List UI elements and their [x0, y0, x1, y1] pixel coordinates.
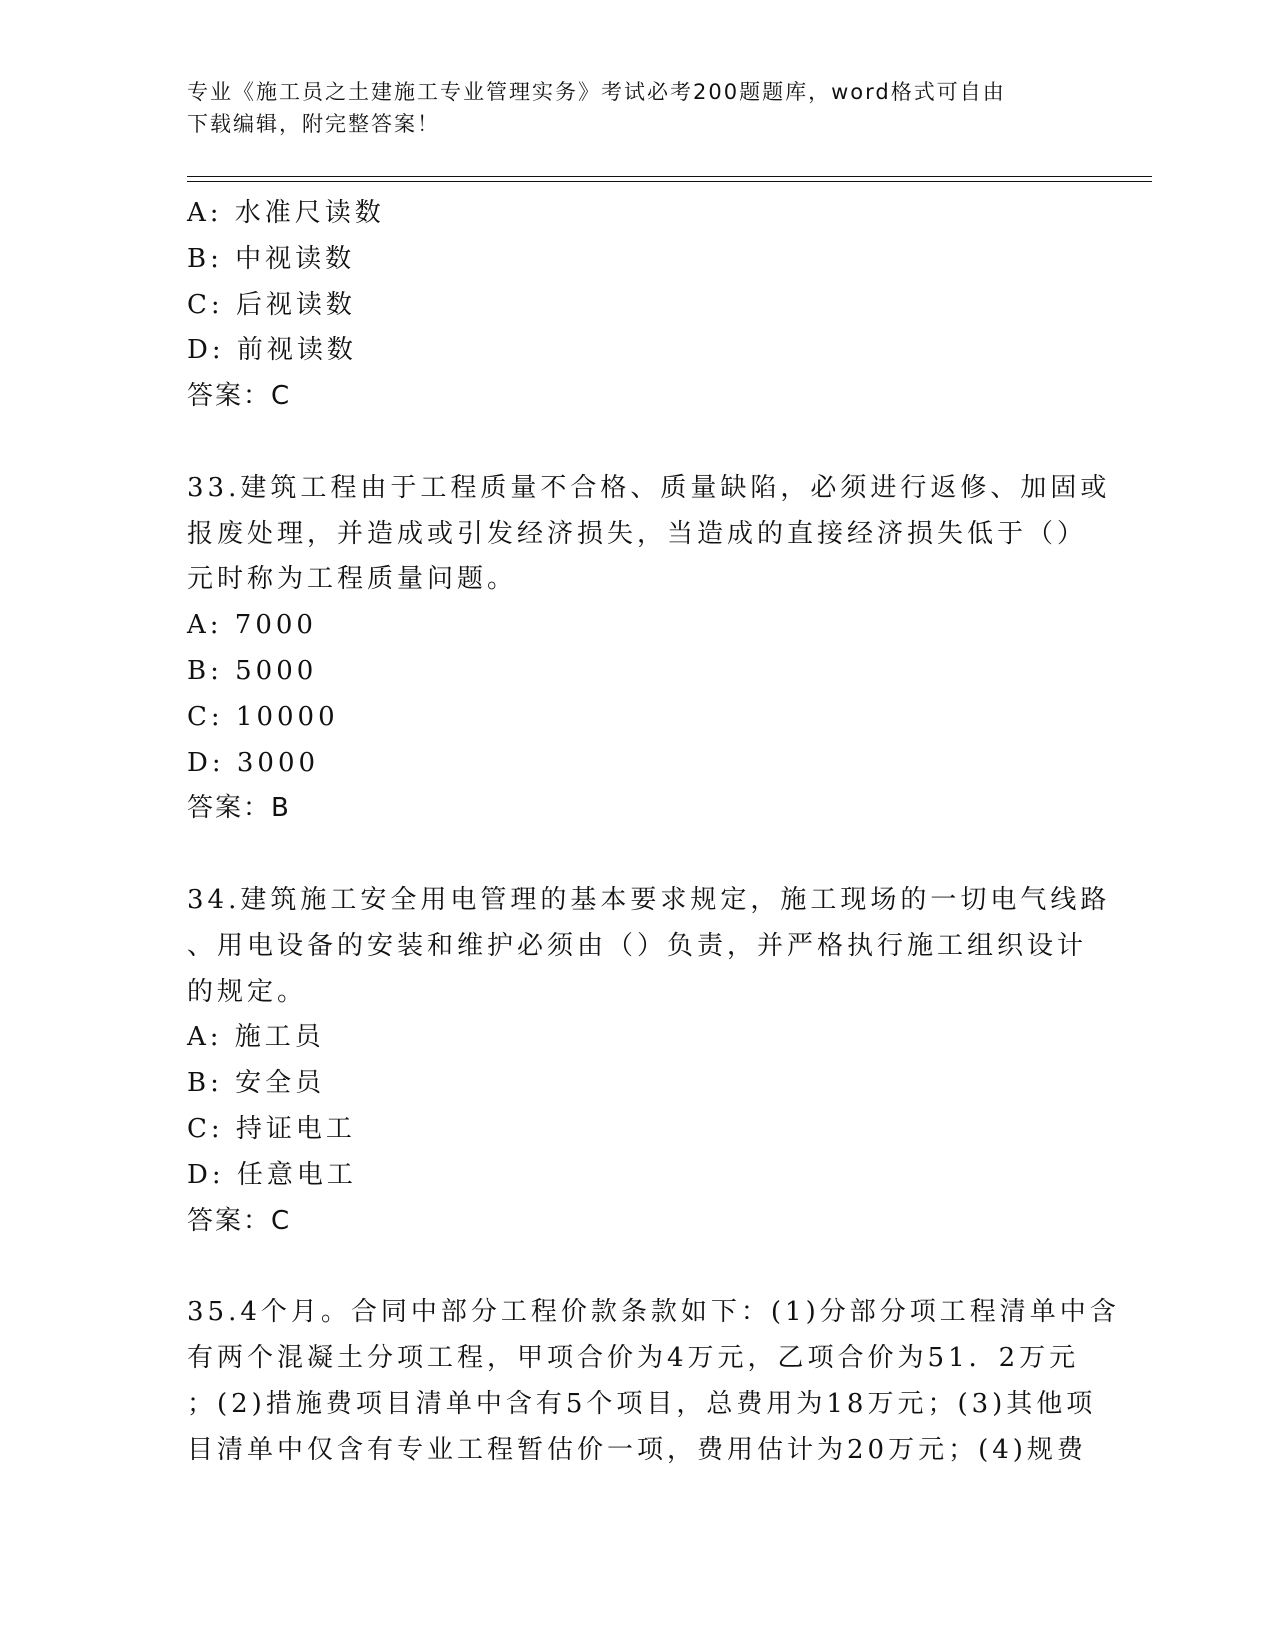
- question-text-line: ；(2)措施费项目清单中含有5个项目，总费用为18万元；(3)其他项: [187, 1388, 1097, 1419]
- option-a: A: 施工员: [187, 1022, 325, 1053]
- question-text-line: 元时称为工程质量问题。: [187, 564, 518, 595]
- header-line-2: 下载编辑，附完整答案！: [187, 112, 440, 136]
- spacer: [187, 832, 1087, 878]
- option-b: B: 中视读数: [187, 243, 356, 274]
- option-d: D: 3000: [187, 747, 320, 778]
- header-line-1: 专业《施工员之土建施工专业管理实务》考试必考200题题库，word格式可自由: [187, 80, 1006, 104]
- question-text-line: 的规定。: [187, 976, 308, 1007]
- option-d: D: 前视读数: [187, 335, 357, 366]
- answer: 答案：C: [187, 381, 292, 412]
- document-header: [187, 76, 1057, 140]
- question-text-line: 目清单中仅含有专业工程暂估价一项，费用估计为20万元；(4)规费: [187, 1434, 1087, 1465]
- question-text-line: 、用电设备的安装和维护必须由（）负责，并严格执行施工组织设计: [187, 930, 1088, 961]
- question-list: [187, 191, 1120, 1473]
- question-text-line: 报废处理，并造成或引发经济损失，当造成的直接经济损失低于（）: [187, 518, 1088, 549]
- header-rule-bottom: [187, 181, 1152, 182]
- option-c: C: 10000: [187, 701, 339, 732]
- option-b: B: 5000: [187, 655, 318, 686]
- spacer: [187, 420, 1087, 466]
- question-text-line: 35.4个月。合同中部分工程价款条款如下：(1)分部分项工程清单中含: [187, 1297, 1120, 1328]
- question-35: [187, 1290, 1120, 1473]
- option-a: A: 水准尺读数: [187, 198, 385, 228]
- spacer: [187, 1244, 1087, 1290]
- question-32: [187, 191, 1087, 420]
- option-c: C: 后视读数: [187, 289, 356, 320]
- answer: 答案：C: [187, 1205, 292, 1236]
- option-c: C: 持证电工: [187, 1113, 356, 1144]
- option-b: B: 安全员: [187, 1068, 326, 1099]
- option-a: A: 7000: [187, 610, 317, 641]
- question-text-line: 34.建筑施工安全用电管理的基本要求规定，施工现场的一切电气线路: [187, 884, 1111, 915]
- option-d: D: 任意电工: [187, 1159, 357, 1190]
- question-33: [187, 466, 1111, 832]
- question-text-line: 33.建筑工程由于工程质量不合格、质量缺陷，必须进行返修、加固或: [187, 472, 1111, 503]
- answer: 答案：B: [187, 793, 291, 824]
- header-rule-top: [187, 176, 1152, 177]
- question-34: [187, 878, 1111, 1244]
- question-text-line: 有两个混凝土分项工程，甲项合价为4万元，乙项合价为51．2万元: [187, 1342, 1080, 1373]
